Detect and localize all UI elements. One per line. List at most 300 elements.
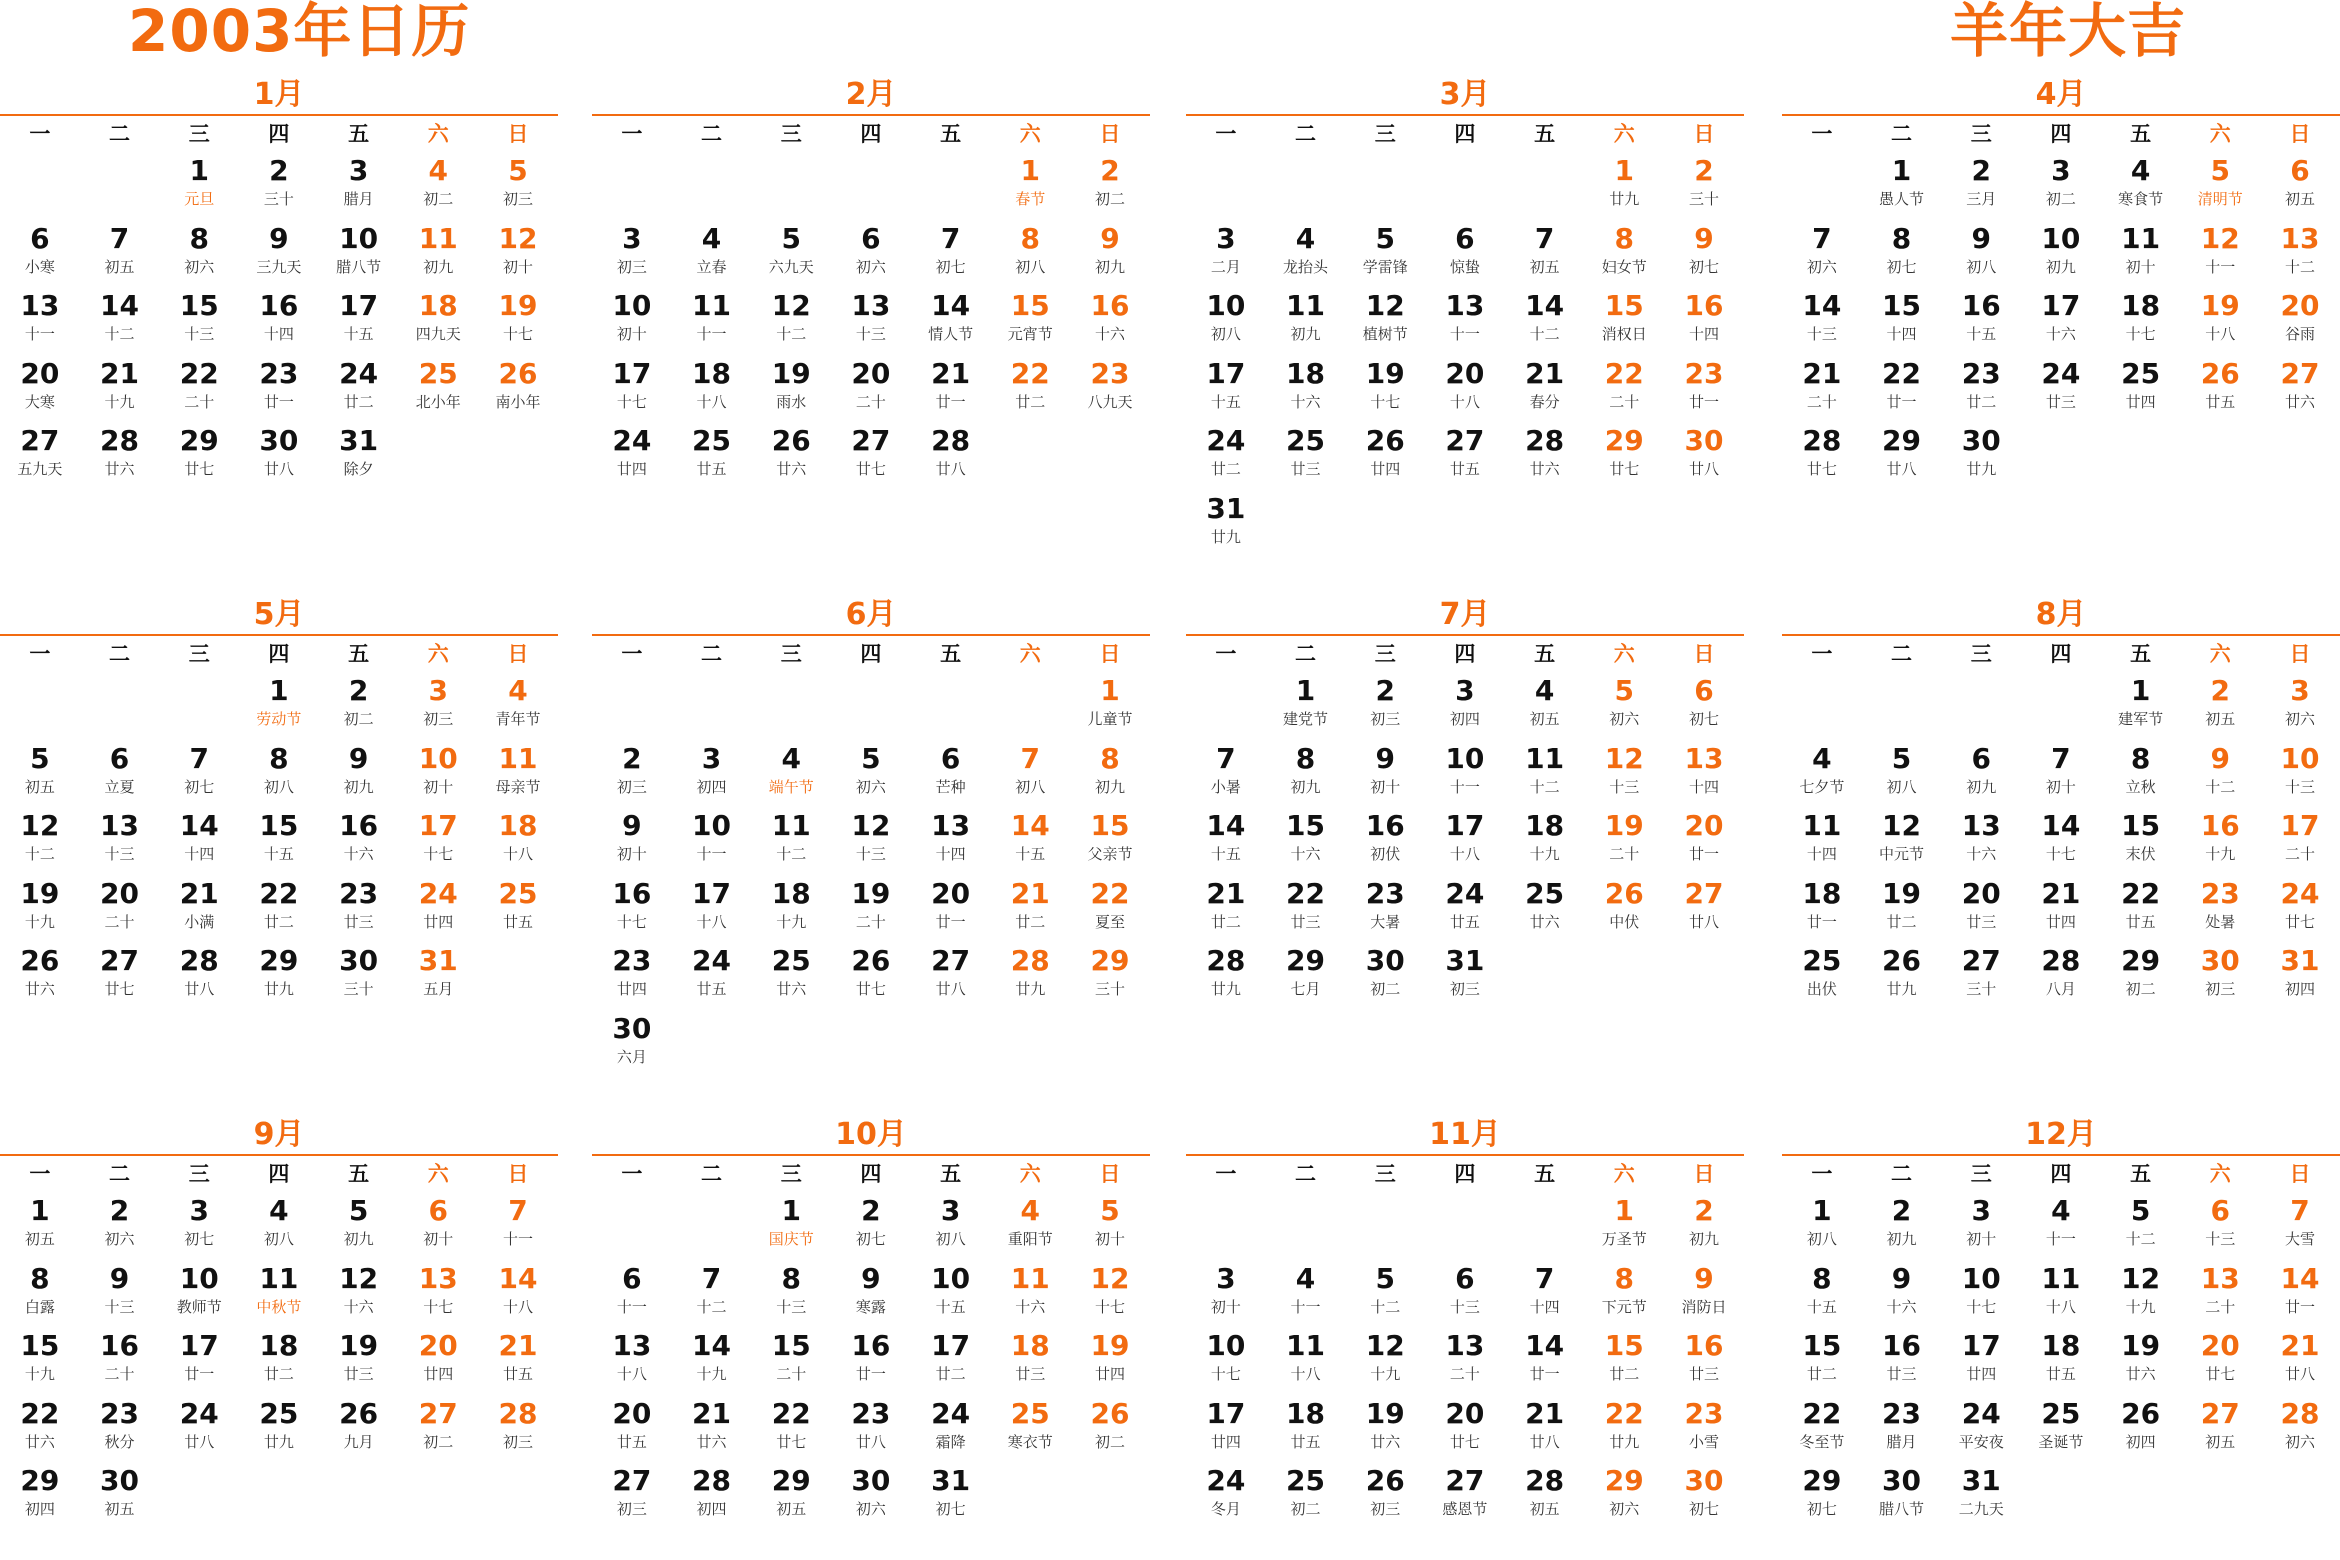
day-number: 20 (2280, 289, 2320, 322)
day-cell (1941, 420, 2021, 488)
day-number: 11 (1010, 1261, 1050, 1295)
lunar-date: 廿七 (2284, 912, 2315, 931)
lunar-date: 初四 (1449, 710, 1480, 728)
day-number: 26 (771, 424, 811, 457)
day-number: 21 (692, 1396, 732, 1430)
day-number: 19 (851, 876, 891, 910)
day-cell (1070, 738, 1150, 806)
lunar-date: 十七 (502, 325, 533, 343)
day-cell (2260, 670, 2340, 738)
lunar-date: 初六 (855, 777, 886, 796)
day-number: 10 (418, 741, 458, 775)
day-cell (672, 873, 752, 941)
day-cell (1941, 1393, 2021, 1461)
lunar-date: 初二 (1094, 190, 1125, 208)
day-number: 20 (931, 876, 971, 910)
empty-cell (831, 150, 911, 218)
day-number: 9 (1100, 221, 1120, 255)
day-number: 28 (931, 424, 971, 457)
day-number: 2 (348, 674, 369, 707)
lunar-date: 初九 (1094, 777, 1125, 796)
day-number: 6 (2290, 154, 2310, 187)
empty-cell (0, 670, 80, 738)
weekday-label: 一 (1811, 1162, 1833, 1186)
day-number: 4 (701, 221, 722, 255)
day-cell (592, 420, 672, 488)
day-cell (2180, 873, 2260, 941)
day-cell (0, 738, 80, 806)
day-cell (1345, 218, 1425, 286)
weekday-header (1186, 1156, 1744, 1190)
weekday-label: 二 (1891, 122, 1913, 146)
day-cell (1505, 738, 1585, 806)
day-number: 24 (1961, 1396, 2001, 1430)
day-number: 18 (1010, 1329, 1050, 1362)
day-cell (1862, 420, 1942, 488)
weekday-label: 二 (701, 1162, 723, 1186)
weekday-label: 二 (1891, 642, 1913, 666)
day-cell (1941, 940, 2021, 1008)
lunar-date: 廿三 (1290, 912, 1321, 931)
day-cell (672, 1258, 752, 1326)
day-number: 5 (861, 741, 881, 775)
day-number: 12 (1365, 289, 1405, 322)
day-number: 12 (1882, 809, 1922, 842)
day-cell (2260, 873, 2340, 941)
day-number: 6 (861, 221, 881, 255)
day-cell (398, 218, 478, 286)
day-cell (1070, 1258, 1150, 1326)
day-number: 14 (1206, 809, 1246, 842)
day-cell (1266, 738, 1346, 806)
day-number: 31 (418, 944, 458, 977)
weekday-label: 二 (1295, 642, 1317, 666)
lunar-date: 二十 (1609, 845, 1640, 863)
day-cell (672, 738, 752, 806)
day-number: 9 (622, 809, 642, 842)
day-number: 17 (692, 876, 732, 910)
day-number: 22 (1286, 876, 1326, 910)
day-cell (592, 805, 672, 873)
day-cell (1782, 805, 1862, 873)
weekday-label: 三 (780, 642, 802, 666)
day-number: 2 (1891, 1194, 1912, 1227)
lunar-date: 廿七 (776, 1432, 807, 1451)
lunar-date: 消防日 (1681, 1297, 1727, 1316)
day-cell (672, 805, 752, 873)
day-number: 9 (269, 221, 289, 255)
weekday-label: 日 (507, 642, 529, 666)
day-number: 13 (1445, 289, 1485, 322)
day-cell (1584, 218, 1664, 286)
lunar-date: 廿二 (1015, 392, 1046, 411)
day-cell (1584, 1258, 1664, 1326)
day-cell (478, 670, 558, 738)
lunar-date: 十一 (2045, 1230, 2076, 1248)
day-number: 25 (1286, 1464, 1326, 1497)
day-number: 14 (931, 289, 971, 322)
day-cell (1186, 805, 1266, 873)
day-cell (1941, 1325, 2021, 1393)
lunar-date: 十七 (423, 1297, 454, 1316)
day-cell (1345, 1460, 1425, 1528)
day-cell (1345, 738, 1425, 806)
day-cell (239, 420, 319, 488)
day-number: 21 (1802, 356, 1842, 390)
lunar-date: 十一 (502, 1230, 533, 1248)
day-number: 15 (1010, 289, 1050, 322)
day-number: 28 (1525, 1464, 1565, 1497)
day-cell (2180, 940, 2260, 1008)
lunar-date: 二十 (855, 912, 886, 931)
lunar-date: 十三 (184, 325, 215, 343)
lunar-date: 廿二 (1806, 1365, 1837, 1383)
day-number: 7 (940, 221, 961, 255)
weekday-label: 六 (427, 642, 449, 666)
weekday-label: 二 (109, 1162, 131, 1186)
day-cell (1505, 420, 1585, 488)
day-cell (1782, 1190, 1862, 1258)
lunar-date: 廿二 (343, 392, 374, 411)
lunar-date: 劳动节 (256, 710, 302, 728)
day-number: 22 (1604, 1396, 1644, 1430)
month-title: 4月 (2035, 77, 2087, 112)
day-number: 2 (1971, 154, 1991, 187)
day-cell (1070, 150, 1150, 218)
day-number: 29 (179, 424, 219, 457)
day-number: 6 (1455, 221, 1475, 255)
day-cell (1862, 873, 1942, 941)
weekday-label: 六 (1019, 122, 1041, 146)
lunar-date: 十三 (776, 1297, 807, 1316)
lunar-date: 初五 (2284, 190, 2315, 208)
empty-cell (1941, 670, 2021, 738)
month-title: 2月 (845, 77, 897, 112)
day-cell (1425, 805, 1505, 873)
empty-cell (990, 670, 1070, 738)
day-cell (1345, 285, 1425, 353)
day-cell (1664, 738, 1744, 806)
lunar-date: 廿八 (184, 1432, 215, 1451)
day-cell (1862, 218, 1942, 286)
day-number: 4 (1812, 741, 1832, 775)
lunar-date: 十三 (104, 845, 135, 863)
lunar-date: 廿一 (1688, 845, 1719, 863)
lunar-date: 初二 (2045, 190, 2076, 208)
day-number: 24 (692, 944, 732, 977)
month-block (0, 0, 558, 520)
lunar-date: 廿二 (1210, 912, 1241, 931)
day-cell (2180, 805, 2260, 873)
day-cell (1425, 940, 1505, 1008)
day-number: 4 (781, 741, 801, 775)
weekday-label: 日 (2289, 122, 2311, 146)
day-number: 26 (498, 356, 538, 390)
day-number: 9 (348, 741, 369, 775)
weekday-label: 二 (701, 122, 723, 146)
day-cell (319, 670, 399, 738)
day-number: 8 (1891, 221, 1912, 255)
weekday-label: 五 (348, 642, 370, 666)
day-cell (1664, 150, 1744, 218)
lunar-date: 廿九 (263, 1432, 294, 1451)
day-number: 30 (1684, 424, 1724, 457)
lunar-date: 大雪 (2284, 1230, 2315, 1248)
day-number: 30 (100, 1464, 140, 1497)
day-number: 16 (1882, 1329, 1922, 1362)
day-cell (1664, 670, 1744, 738)
day-cell (2021, 1393, 2101, 1461)
lunar-date: 廿四 (2125, 392, 2156, 411)
day-number: 16 (339, 809, 379, 842)
lunar-date: 十五 (1806, 1297, 1837, 1316)
lunar-date: 十九 (24, 912, 55, 931)
day-number: 14 (1010, 809, 1050, 842)
lunar-date: 青年节 (495, 710, 541, 728)
day-cell (911, 1190, 991, 1258)
day-number: 25 (259, 1396, 299, 1430)
day-cell (831, 873, 911, 941)
empty-cell (1862, 670, 1942, 738)
lunar-date: 小满 (184, 912, 215, 931)
day-cell (990, 150, 1070, 218)
day-cell (319, 1258, 399, 1326)
day-number: 19 (771, 356, 811, 390)
weekday-header (592, 1156, 1150, 1190)
lunar-date: 初七 (935, 1500, 966, 1518)
day-cell (1941, 873, 2021, 941)
lunar-date: 十六 (1290, 845, 1321, 863)
day-number: 15 (1882, 289, 1922, 322)
day-cell (2021, 218, 2101, 286)
day-cell (239, 218, 319, 286)
day-number: 9 (2210, 741, 2231, 775)
lunar-date: 重阳节 (1007, 1230, 1053, 1248)
day-cell (2021, 150, 2101, 218)
day-number: 12 (851, 809, 891, 842)
lunar-date: 廿三 (1966, 912, 1997, 931)
day-cell (1505, 873, 1585, 941)
day-cell (1664, 1460, 1744, 1528)
day-number: 7 (1216, 741, 1236, 775)
day-number: 19 (2200, 289, 2240, 322)
day-number: 3 (940, 1194, 961, 1227)
day-number: 22 (771, 1396, 811, 1430)
lunar-date: 母亲节 (495, 777, 541, 796)
weekday-label: 六 (427, 1162, 449, 1186)
day-number: 21 (1525, 1396, 1565, 1430)
lunar-date: 北小年 (415, 392, 461, 411)
day-cell (751, 1393, 831, 1461)
day-cell (239, 1258, 319, 1326)
day-number: 7 (2051, 741, 2071, 775)
lunar-date: 十三 (104, 1297, 135, 1316)
lunar-date: 十二 (776, 325, 807, 343)
day-cell (159, 940, 239, 1008)
weekday-label: 四 (860, 1162, 882, 1186)
day-number: 3 (1216, 1261, 1236, 1295)
day-number: 21 (2280, 1329, 2320, 1362)
day-cell (2260, 805, 2340, 873)
day-cell (1584, 1325, 1664, 1393)
weekday-label: 四 (2050, 1162, 2072, 1186)
lunar-date: 十九 (2125, 1297, 2156, 1316)
day-cell (0, 805, 80, 873)
day-cell (2101, 738, 2181, 806)
day-number: 19 (1365, 356, 1405, 390)
lunar-date: 初五 (1529, 257, 1560, 276)
day-number: 3 (1216, 221, 1236, 255)
day-cell (1941, 218, 2021, 286)
lunar-date: 十七 (1094, 1297, 1125, 1316)
month-title: 6月 (845, 597, 897, 632)
lunar-date: 廿一 (2284, 1297, 2315, 1316)
lunar-date: 初七 (1886, 257, 1917, 276)
lunar-date: 腊八节 (1879, 1500, 1925, 1518)
day-number: 22 (1604, 356, 1644, 390)
day-number: 14 (498, 1261, 538, 1295)
day-number: 3 (1971, 1194, 1991, 1227)
day-cell (990, 738, 1070, 806)
lunar-date: 十五 (935, 1297, 966, 1316)
day-number: 23 (1365, 876, 1405, 910)
lunar-date: 腊月 (343, 190, 374, 208)
lunar-date: 廿三 (343, 1365, 374, 1383)
weekday-label: 三 (1374, 1162, 1396, 1186)
day-cell (0, 1190, 80, 1258)
lunar-date: 八九天 (1087, 392, 1133, 411)
day-cell (672, 353, 752, 421)
day-cell (1070, 1325, 1150, 1393)
weekday-header (1782, 636, 2340, 670)
day-number: 28 (100, 424, 140, 457)
day-cell (751, 873, 831, 941)
day-cell (1425, 353, 1505, 421)
day-number: 7 (508, 1194, 528, 1227)
lunar-date: 初七 (1688, 257, 1719, 276)
lunar-date: 龙抬头 (1283, 257, 1329, 276)
day-number: 14 (2041, 809, 2081, 842)
day-number: 30 (1961, 424, 2001, 457)
weekday-label: 四 (1454, 642, 1476, 666)
day-number: 5 (348, 1194, 369, 1227)
day-number: 13 (931, 809, 971, 842)
day-number: 24 (1445, 876, 1485, 910)
day-number: 25 (2041, 1396, 2081, 1430)
day-number: 5 (1100, 1194, 1120, 1227)
lunar-date: 廿三 (1290, 460, 1321, 478)
day-number: 24 (2280, 876, 2320, 910)
lunar-date: 十六 (1966, 845, 1997, 863)
day-cell (911, 218, 991, 286)
lunar-date: 初十 (616, 325, 647, 343)
lunar-date: 十七 (616, 392, 647, 411)
lunar-date: 冬月 (1210, 1500, 1241, 1518)
day-number: 9 (1694, 221, 1714, 255)
day-number: 15 (1604, 1329, 1644, 1362)
day-number: 30 (259, 424, 299, 457)
lunar-date: 二十 (104, 912, 135, 931)
lunar-date: 植树节 (1362, 325, 1408, 343)
day-number: 21 (498, 1329, 538, 1362)
lunar-date: 十二 (2125, 1230, 2156, 1248)
lunar-date: 初五 (1529, 1500, 1560, 1518)
day-number: 15 (20, 1329, 60, 1362)
lunar-date: 二十 (1806, 392, 1837, 411)
lunar-date: 十三 (1609, 777, 1640, 796)
day-cell (1782, 940, 1862, 1008)
day-cell (1186, 873, 1266, 941)
lunar-date: 廿六 (1529, 460, 1560, 478)
weekday-label: 日 (2289, 642, 2311, 666)
day-number: 16 (259, 289, 299, 322)
day-cell (478, 873, 558, 941)
lunar-date: 初四 (696, 1500, 727, 1518)
day-number: 10 (2041, 221, 2081, 255)
day-cell (1186, 420, 1266, 488)
lunar-date: 南小年 (495, 392, 541, 411)
empty-cell (1266, 150, 1346, 218)
day-cell (1186, 1460, 1266, 1528)
day-cell (2260, 218, 2340, 286)
day-cell (2101, 1258, 2181, 1326)
day-number: 28 (1802, 424, 1842, 457)
day-number: 12 (1365, 1329, 1405, 1362)
day-number: 11 (2121, 221, 2161, 255)
day-cell (592, 218, 672, 286)
weekday-label: 日 (1099, 642, 1121, 666)
weekday-label: 四 (1454, 1162, 1476, 1186)
day-number: 1 (269, 674, 289, 707)
day-number: 27 (100, 944, 140, 977)
lunar-date: 十六 (1290, 392, 1321, 411)
lunar-date: 元宵节 (1007, 325, 1053, 343)
day-number: 17 (931, 1329, 971, 1362)
day-number: 17 (612, 356, 652, 390)
lunar-date: 廿二 (263, 1365, 294, 1383)
lunar-date: 十四 (1688, 777, 1719, 796)
lunar-date: 廿九 (1210, 527, 1241, 546)
day-cell (2180, 738, 2260, 806)
day-cell (398, 150, 478, 218)
day-number: 20 (100, 876, 140, 910)
lunar-date: 廿九 (263, 980, 294, 998)
day-cell (319, 1393, 399, 1461)
day-cell (1584, 805, 1664, 873)
day-cell (672, 1393, 752, 1461)
day-cell (1070, 805, 1150, 873)
day-number: 30 (851, 1464, 891, 1497)
day-cell (80, 1325, 160, 1393)
day-cell (1782, 218, 1862, 286)
day-cell (990, 1258, 1070, 1326)
month-title: 9月 (253, 1117, 305, 1152)
day-cell (2180, 218, 2260, 286)
day-number: 24 (418, 876, 458, 910)
day-number: 1 (1020, 154, 1041, 187)
lunar-date: 五九天 (17, 460, 63, 478)
day-cell (1584, 738, 1664, 806)
day-grid (1782, 670, 2340, 1008)
day-cell (1664, 1258, 1744, 1326)
lunar-date: 六月 (616, 1047, 647, 1066)
day-cell (1345, 873, 1425, 941)
lunar-date: 十六 (1094, 325, 1125, 343)
weekday-label: 日 (2289, 1162, 2311, 1186)
day-number: 24 (1206, 1464, 1246, 1497)
lunar-date: 圣诞节 (2038, 1432, 2084, 1451)
weekday-label: 日 (507, 122, 529, 146)
